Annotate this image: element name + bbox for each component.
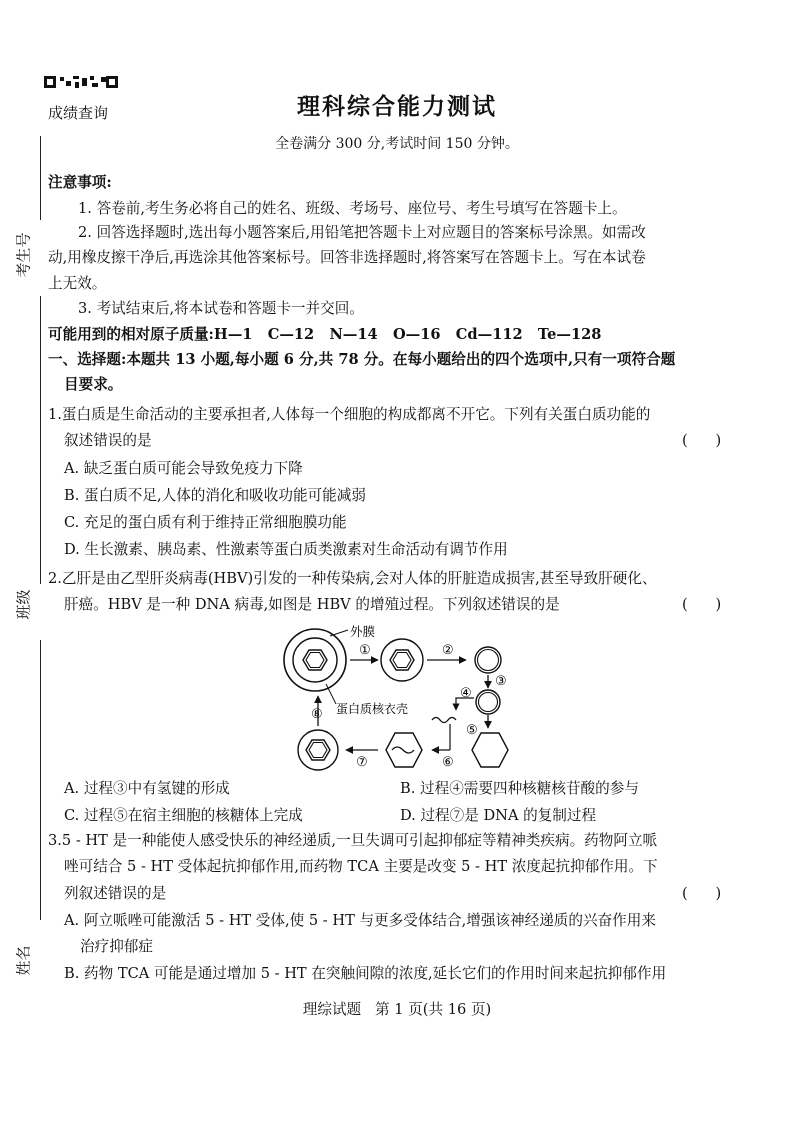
notes-item: 3. 考试结束后,将本试卷和答题卡一并交回。 xyxy=(78,300,364,317)
step-5-label: ⑤ xyxy=(466,723,478,738)
step-2-label: ② xyxy=(442,643,454,658)
question-3-stem: 唑可结合 5 - HT 受体起抗抑郁作用,而药物 TCA 主要是改变 5 - HT 浓度起抗抑郁作用。下 xyxy=(64,858,658,875)
question-1-option-d: D. 生长激素、胰岛素、性激素等蛋白质类激素对生命活动有调节作用 xyxy=(64,541,508,558)
question-1-stem: 1.蛋白质是生命活动的主要承担者,人体每一个细胞的构成都离不开它。下列有关蛋白质功能的 xyxy=(48,406,651,423)
question-2-option-a: A. 过程③中有氢键的形成 xyxy=(64,780,230,797)
question-3-stem: 3.5 - HT 是一种能使人感受快乐的神经递质,一旦失调可引起抑郁症等精神类疾病。药物阿立哌 xyxy=(48,832,658,849)
capsid-with-rna xyxy=(386,733,422,767)
circular-dna xyxy=(475,647,501,673)
question-3-option-a: 治疗抑郁症 xyxy=(80,938,153,955)
virion-capsid xyxy=(293,638,337,682)
question-2-stem: 2.乙肝是由乙型肝炎病毒(HBV)引发的一种传染病,会对人体的肝脏造成损害,甚至导致肝硬化、 xyxy=(48,570,657,587)
question-1-stem: 叙述错误的是 xyxy=(64,432,152,449)
question-1-option-a: A. 缺乏蛋白质可能会导致免疫力下降 xyxy=(64,460,303,477)
question-2-option-d: D. 过程⑦是 DNA 的复制过程 xyxy=(400,807,597,824)
answer-blank: ( ) xyxy=(682,596,722,613)
hbv-replication-diagram xyxy=(270,616,540,788)
question-2-option-c: C. 过程⑤在宿主细胞的核糖体上完成 xyxy=(64,807,303,824)
margin-line xyxy=(40,640,41,920)
score-query-label: 成绩查询 xyxy=(48,104,109,122)
mature-capsid xyxy=(298,730,338,770)
page-title: 理科综合能力测试 xyxy=(297,93,497,120)
notes-item: 上无效。 xyxy=(48,275,107,292)
notes-item: 2. 回答选择题时,选出每小题答案后,用铅笔把答题卡上对应题目的答案标号涂黑。如需改 xyxy=(78,224,646,241)
question-3-option-a: A. 阿立哌唑可能激活 5 - HT 受体,使 5 - HT 与更多受体结合,增强该神经递质的兴奋作用来 xyxy=(64,912,656,929)
step-1-label: ① xyxy=(359,643,371,658)
section-heading: 目要求。 xyxy=(64,376,123,393)
notes-heading: 注意事项: xyxy=(48,174,112,191)
margin-line xyxy=(40,296,41,584)
notes-item: 1. 答卷前,考生务必将自己的姓名、班级、考场号、座位号、考生号填写在答题卡上。 xyxy=(78,200,627,217)
question-2-option-b: B. 过程④需要四种核糖核苷酸的参与 xyxy=(400,780,639,797)
page-subtitle: 全卷满分 300 分,考试时间 150 分钟。 xyxy=(275,136,519,152)
section-heading: 一、选择题:本题共 13 小题,每小题 6 分,共 78 分。在每小题给出的四个选项中,只有一项符合题 xyxy=(48,351,676,368)
margin-label-name: 姓名 xyxy=(14,945,33,976)
margin-line xyxy=(40,136,41,220)
page-footer: 理综试题 第 1 页(共 16 页) xyxy=(302,1001,492,1018)
label-capsid: 蛋白质核衣壳 xyxy=(336,702,409,716)
question-1-option-c: C. 充足的蛋白质有利于维持正常细胞膜功能 xyxy=(64,514,347,531)
question-1-option-b: B. 蛋白质不足,人体的消化和吸收功能可能减弱 xyxy=(64,487,366,504)
step-8-label: ⑧ xyxy=(311,707,323,722)
answer-blank: ( ) xyxy=(682,432,722,449)
capsid-released xyxy=(381,639,423,681)
question-2-stem: 肝癌。HBV 是一种 DNA 病毒,如图是 HBV 的增殖过程。下列叙述错误的是 xyxy=(64,596,560,613)
step-4-label: ④ xyxy=(460,686,472,701)
capsid-empty xyxy=(472,733,508,767)
mrna-wave xyxy=(432,718,456,723)
answer-blank: ( ) xyxy=(682,885,722,902)
question-3-stem: 列叙述错误的是 xyxy=(64,885,167,902)
label-membrane: 外膜 xyxy=(350,624,376,639)
question-3-option-b: B. 药物 TCA 可能是通过增加 5 - HT 在突触间隙的浓度,延长它们的作用时间来起抗抑郁作用 xyxy=(64,965,667,982)
notes-item: 动,用橡皮擦干净后,再选涂其他答案标号。回答非选择题时,将答案写在答题卡上。写在本试卷 xyxy=(48,249,646,266)
cccdna xyxy=(476,690,500,714)
atomic-masses: 可能用到的相对原子质量:H—1 C—12 N—14 O—16 Cd—112 Te—128 xyxy=(48,326,602,343)
step-7-label: ⑦ xyxy=(356,755,368,770)
margin-label-exam-no: 考生号 xyxy=(14,232,33,278)
step-3-label: ③ xyxy=(495,674,507,689)
margin-label-class: 班级 xyxy=(14,589,33,620)
qr-code xyxy=(44,76,118,88)
step-6-label: ⑥ xyxy=(442,755,454,770)
